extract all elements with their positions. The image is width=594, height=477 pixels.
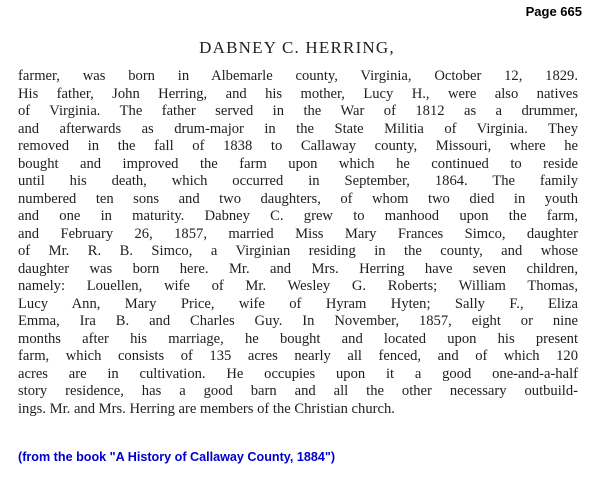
body-line: of Virginia. The father served in the War of 1812 as a drummer, xyxy=(18,103,578,119)
body-line: bought and improved the farm upon which he continued to reside xyxy=(18,155,578,172)
body-line: of Mr. R. B. Simco, a Virginian residing in the county, and whose xyxy=(18,243,578,259)
body-line: farm, which consists of 135 acres nearly all fenced, and of which 120 xyxy=(18,348,578,364)
body-line: Emma, Ira B. and Charles Guy. In November, 1857, eight or nine xyxy=(18,313,578,329)
body-line: Lucy Ann, Mary Price, wife of Hyram Hyten; Sally F., Eliza xyxy=(18,295,578,312)
body-line: and one in maturity. Dabney C. grew to manhood upon the farm, xyxy=(18,208,578,224)
body-line: numbered ten sons and two daughters, of whom two died in youth xyxy=(18,190,578,207)
body-line: acres are in cultivation. He occupies upon it a good one-and-a-half xyxy=(18,365,578,382)
body-line: removed in the fall of 1838 to Callaway county, Missouri, where he xyxy=(18,138,578,154)
body-line: daughter was born here. Mr. and Mrs. Herring have seven children, xyxy=(18,260,578,277)
source-caption: (from the book "A History of Callaway County, 1884") xyxy=(18,450,336,464)
body-line: and afterwards as drum-major in the State Militia of Virginia. They xyxy=(18,120,578,137)
body-line: His father, John Herring, and his mother, Lucy H., were also natives xyxy=(18,85,578,102)
body-line: months after his marriage, he bought and located upon his present xyxy=(18,330,578,347)
body-line: and February 26, 1857, married Miss Mary Frances Simco, daughter xyxy=(18,225,578,242)
page-number-label: Page 665 xyxy=(525,4,582,19)
body-line: story residence, has a good barn and all the other necessary outbuild- xyxy=(18,383,578,399)
biography-body xyxy=(18,68,578,418)
biography-heading: DABNEY C. HERRING, xyxy=(199,38,395,57)
body-line: ings. Mr. and Mrs. Herring are members of the Christian church. xyxy=(18,400,395,417)
body-line: namely: Louellen, wife of Mr. Wesley G. Roberts; William Thomas, xyxy=(18,278,578,294)
body-line: until his death, which occurred in September, 1864. The family xyxy=(18,173,578,189)
body-line: farmer, was born in Albemarle county, Virginia, October 12, 1829. xyxy=(18,68,578,84)
